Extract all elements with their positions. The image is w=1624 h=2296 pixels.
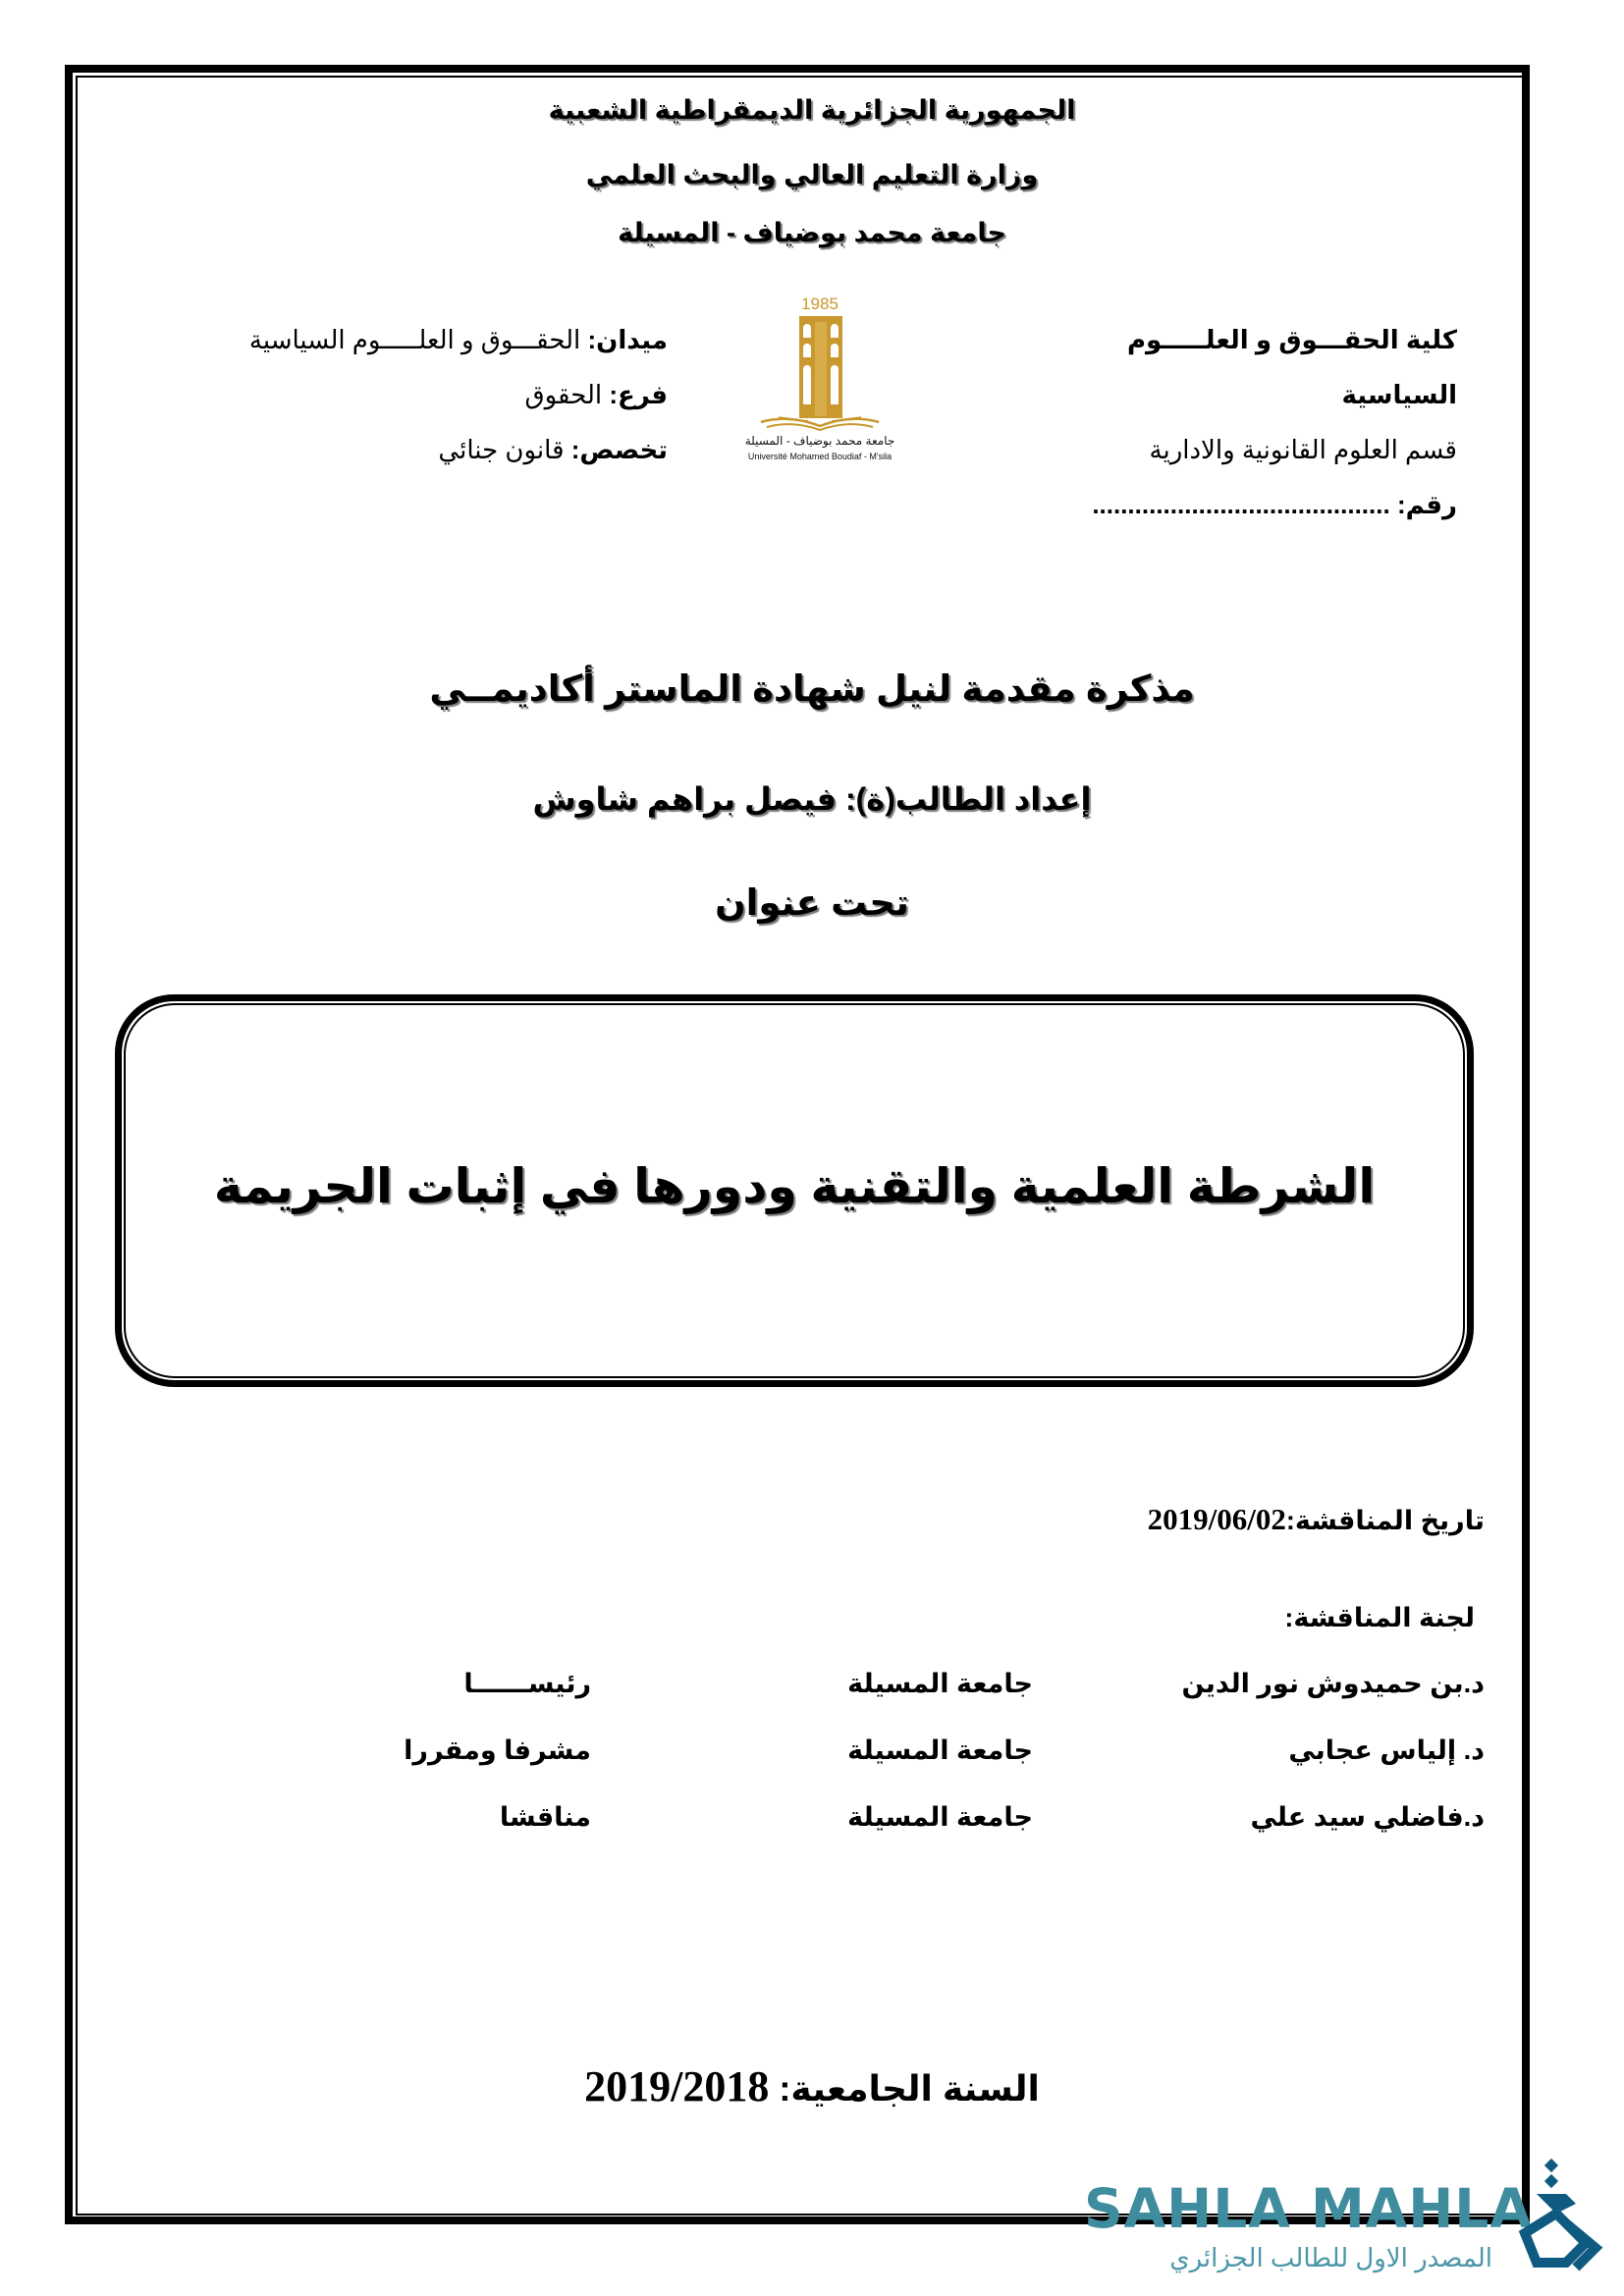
member-university: جامعة المسيلة — [847, 1669, 1033, 1698]
under-title-heading: تحت عنوان — [715, 882, 909, 923]
logo-year: 1985 — [801, 294, 839, 313]
reference-number — [1045, 477, 1457, 532]
defense-date-label: تاريخ المناقشة: — [1285, 1506, 1485, 1535]
member-name: د.بن حميدوش نور الدين — [1181, 1669, 1485, 1698]
faculty-meta — [1045, 312, 1457, 532]
academic-year — [0, 2061, 1624, 2111]
field-meta — [157, 312, 668, 477]
branch-value: الحقوق — [524, 380, 603, 409]
branch-row — [157, 367, 668, 422]
academic-year-label: السنة الجامعية: — [779, 2068, 1040, 2109]
number-value: .......................................... — [1092, 490, 1390, 519]
tower-icon — [799, 316, 842, 418]
academic-year-value: 2019/2018 — [584, 2062, 770, 2110]
field-value: الحقـــوق و العلـــــوم السياسية — [248, 325, 581, 354]
ministry-heading: وزارة التعليم العالي والبحث العلمي — [585, 160, 1039, 189]
student-name: فيصل براهم شاوش — [532, 781, 838, 817]
faculty-name: كلية الحقـــوق و العلـــــوم السياسية — [1126, 325, 1457, 409]
field-row — [157, 312, 668, 367]
open-book-icon — [759, 412, 881, 432]
specialty-row — [157, 422, 668, 477]
degree-heading: مذكرة مقدمة لنيل شهادة الماستر أكاديمــي — [429, 668, 1195, 709]
committee-member — [208, 1669, 1485, 1718]
watermark-tagline: المصدر الاول للطالب الجزائري — [1169, 2243, 1492, 2272]
republic-heading: الجمهورية الجزائرية الديمقراطية الشعبية — [548, 95, 1076, 125]
committee-member — [208, 1735, 1485, 1785]
logo-name-french: Université Mohamed Boudiaf - M'sila — [747, 452, 893, 461]
logo-name-arabic: جامعة محمد بوضياف - المسيلة — [744, 434, 895, 448]
sahla-mahla-logo-icon — [1517, 2155, 1611, 2272]
member-university: جامعة المسيلة — [847, 1735, 1033, 1765]
member-name: د. إلياس عجابي — [1288, 1735, 1485, 1765]
watermark-brand: SAHLA MAHLA — [1084, 2177, 1533, 2240]
department-name: قسم العلوم القانونية والادارية — [1149, 435, 1457, 464]
specialty-value: قانون جنائي — [438, 435, 565, 464]
committee-heading: لجنة المناقشة: — [1284, 1603, 1475, 1632]
student-label: إعداد الطالب(ة): — [844, 781, 1092, 817]
committee-member — [208, 1802, 1485, 1851]
member-role: مشرفا ومقررا — [404, 1735, 591, 1765]
member-name: د.فاضلي سيد علي — [1250, 1802, 1485, 1832]
branch-label: فرع: — [609, 380, 668, 409]
member-role: مناقشا — [499, 1802, 591, 1832]
field-label: ميدان: — [587, 325, 668, 354]
thesis-title: الشرطة العلمية والتقنية ودورها في إثبات الجريمة — [213, 1160, 1376, 1213]
defense-date — [1148, 1502, 1485, 1537]
student-line — [0, 780, 1624, 818]
defense-date-value: 2019/06/02 — [1147, 1502, 1286, 1536]
university-heading: جامعة محمد بوضياف - المسيلة — [618, 218, 1006, 247]
specialty-label: تخصص: — [570, 435, 668, 464]
member-role: رئيســــــا — [463, 1669, 591, 1698]
university-logo — [722, 285, 918, 481]
member-university: جامعة المسيلة — [847, 1802, 1033, 1832]
number-label: رقم: — [1396, 490, 1457, 519]
